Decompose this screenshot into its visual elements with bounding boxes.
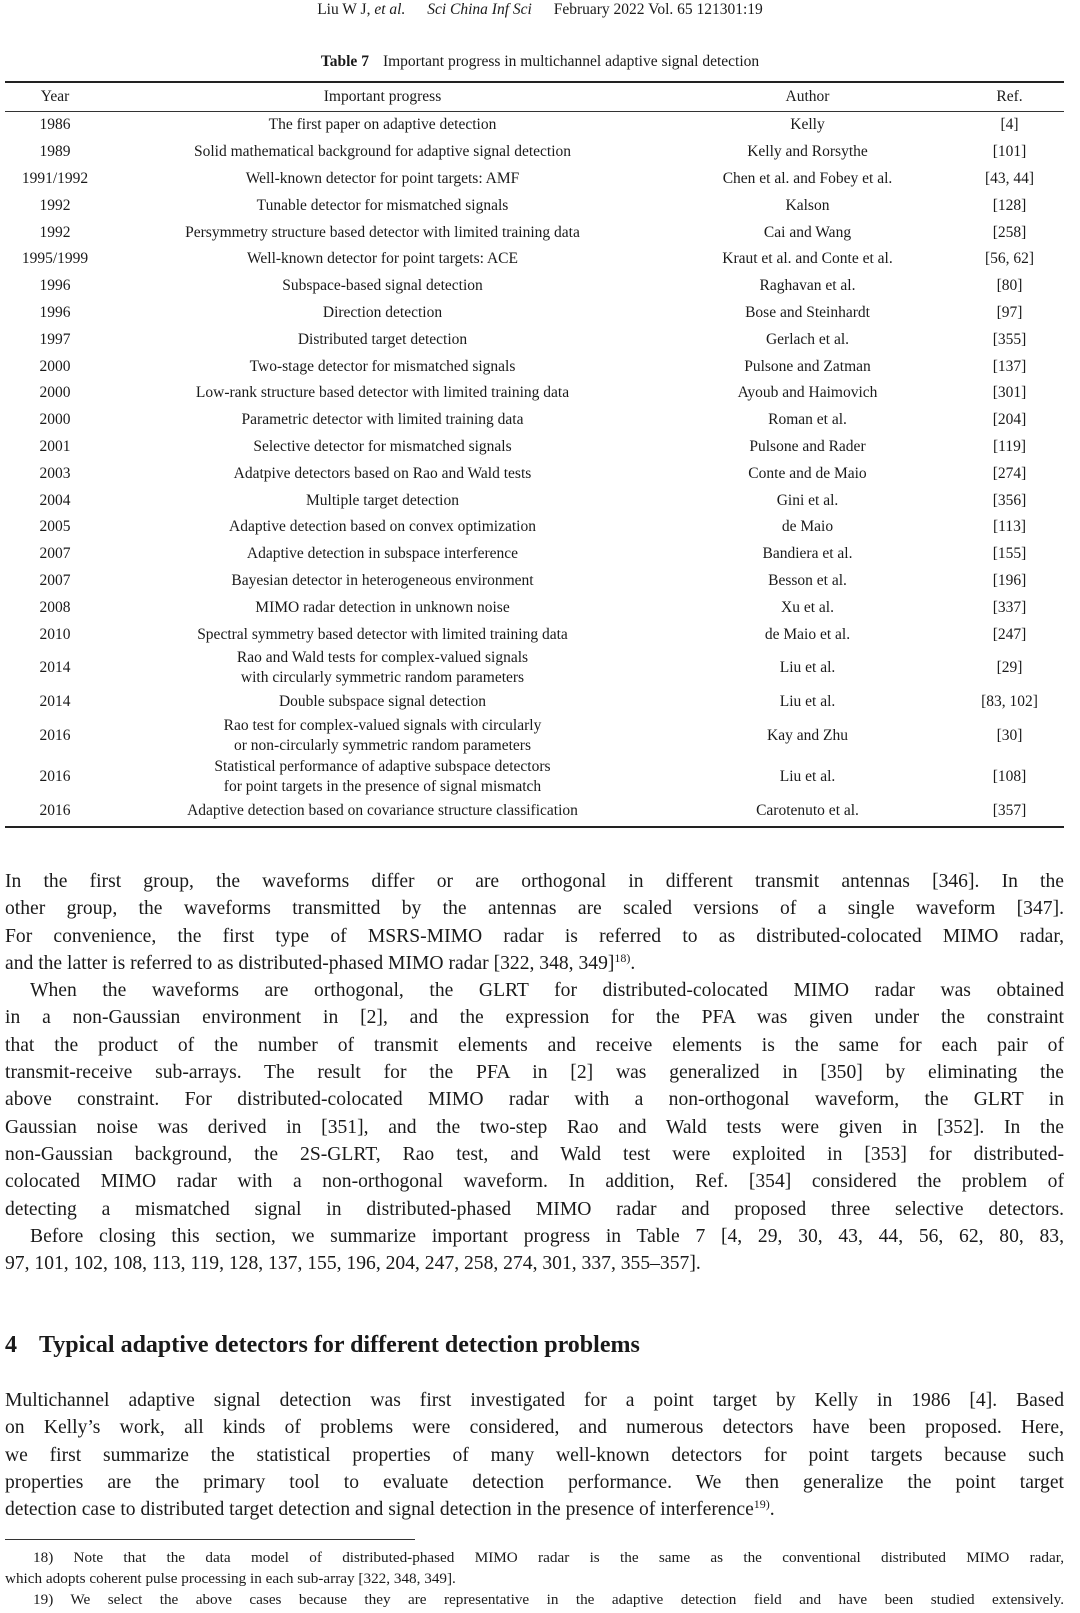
header-progress: Important progress (323, 88, 442, 105)
cell-progress (105, 170, 660, 188)
progress-line: Subspace-based signal detection (282, 277, 483, 295)
progress-line: The first paper on adaptive detection (268, 116, 497, 134)
cell-ref: [29] (996, 659, 1023, 677)
text-line (5, 1086, 1064, 1113)
progress-line: Rao test for complex-valued signals with circularly (223, 717, 542, 735)
progress-line: Distributed target detection (297, 330, 468, 348)
cell-ref: [355] (992, 330, 1027, 348)
line-text: In the first group, the waveforms differ or are orthogonal in different transmit antennas [346]. In the (5, 871, 1064, 892)
cell-author: Liu et al. (779, 659, 836, 677)
cell-progress (105, 143, 660, 161)
cell-year: 2000 (39, 411, 71, 429)
cell-year: 2014 (39, 659, 71, 677)
line-text: 19) We select the above cases because they are representative in the adaptive detection field and have been studied extensively. (33, 1590, 1064, 1608)
progress-line: Well-known detector for point targets: AMF (245, 169, 520, 187)
cell-author: Roman et al. (768, 411, 847, 429)
journal-name: Sci China Inf Sci (427, 1, 532, 18)
text-line (5, 1250, 1064, 1277)
cell-progress (105, 693, 660, 711)
line-text: properties are the primary tool to evaluate detection performance. We then generalize the point target (5, 1471, 1064, 1493)
line-text: in a non-Gaussian environment in [2], and the expression for the PFA was given under the constraint (5, 1007, 1064, 1029)
line-text: Multichannel adaptive signal detection was first investigated for a point target by Kelly in 1986 [4]. Based (5, 1390, 1064, 1411)
table-title: Important progress in multichannel adaptive signal detection (382, 53, 760, 70)
cell-ref: [101] (992, 143, 1027, 161)
cell-author: Xu et al. (781, 598, 834, 616)
footnotes (5, 1548, 1064, 1610)
cell-author: Pulsone and Rader (749, 437, 866, 455)
cell-year: 1986 (39, 116, 71, 134)
cell-ref: [128] (992, 196, 1027, 214)
text-line (5, 868, 1064, 895)
cell-progress (105, 384, 660, 402)
cell-ref: [113] (993, 518, 1026, 536)
progress-line: Low-rank structure based detector with limited training data (195, 384, 570, 402)
cell-progress (105, 438, 660, 456)
cell-author: Gerlach et al. (765, 330, 850, 348)
progress-line: Tunable detector for mismatched signals (256, 196, 509, 214)
cell-ref: [4] (1000, 116, 1019, 134)
footnote-rule (5, 1539, 415, 1540)
progress-line: Parametric detector with limited training data (241, 411, 524, 429)
running-head-authors (317, 1, 405, 18)
cell-progress (105, 358, 660, 376)
table-row (5, 460, 1064, 487)
cell-year: 1992 (39, 223, 71, 241)
progress-line: Adaptive detection in subspace interference (246, 545, 519, 563)
cell-year: 1991/1992 (21, 169, 89, 187)
text-line (5, 950, 1064, 977)
line-text: detection case to distributed target detection and signal detection in the presence of interference (5, 1499, 754, 1521)
line-text: When the waveforms are orthogonal, the GLRT for distributed-colocated MIMO radar was obtained (30, 980, 1064, 1002)
cell-progress (105, 277, 660, 295)
authors: Liu W J, (317, 1, 371, 18)
cell-year: 2014 (39, 693, 71, 711)
progress-table (5, 81, 1064, 828)
line-text: that the product of the number of transmit elements and receive elements is the same for each pair of (5, 1034, 1064, 1056)
text-line (5, 1469, 1064, 1496)
progress-line: Adaptive detection based on convex optimization (229, 518, 536, 536)
section-heading (5, 1332, 640, 1359)
table-row (5, 300, 1064, 327)
cell-progress (105, 331, 660, 349)
text-line (5, 1004, 1064, 1031)
table-row (5, 568, 1064, 595)
cell-progress (105, 197, 660, 215)
table-header-row (5, 83, 1064, 111)
line-text: we first summarize the statistical properties of many well-known detectors for point targets because such (5, 1444, 1064, 1466)
progress-line: Selective detector for mismatched signals (253, 437, 512, 455)
cell-author: Ayoub and Haimovich (737, 384, 878, 402)
table-row (5, 112, 1064, 139)
table-bottom-rule (5, 826, 1064, 828)
cell-progress (105, 716, 660, 756)
cell-ref: [43, 44] (984, 169, 1035, 187)
progress-line: Direction detection (322, 303, 443, 321)
line-text-end: . (630, 952, 636, 974)
table-row (5, 541, 1064, 568)
cell-author: Pulsone and Zatman (744, 357, 871, 375)
progress-line: MIMO radar detection in unknown noise (255, 598, 510, 616)
footnote-marker: 18) (614, 950, 631, 965)
cell-year: 2000 (39, 357, 71, 375)
progress-line: Statistical performance of adaptive subspace detectors (214, 758, 551, 776)
et-al: et al. (374, 1, 406, 18)
table-row (5, 192, 1064, 219)
table-caption (0, 53, 1080, 71)
cell-ref: [204] (992, 411, 1027, 429)
cell-ref: [108] (992, 768, 1027, 786)
progress-line: Well-known detector for point targets: ACE (247, 250, 518, 268)
section-number: 4 (5, 1332, 17, 1358)
cell-year: 2008 (39, 598, 71, 616)
cell-progress (105, 304, 660, 322)
cell-year: 1997 (39, 330, 71, 348)
cell-year: 2007 (39, 571, 71, 589)
progress-line: Rao and Wald tests for complex-valued signals (236, 649, 529, 667)
cell-year: 2001 (39, 437, 71, 455)
cell-author: Cai and Wang (763, 223, 852, 241)
cell-ref: [196] (992, 571, 1027, 589)
cell-progress (105, 465, 660, 483)
cell-year: 2010 (39, 625, 71, 643)
table-row (5, 326, 1064, 353)
table-row (5, 273, 1064, 300)
text-line (5, 1114, 1064, 1141)
cell-progress (105, 492, 660, 510)
cell-year: 2004 (39, 491, 71, 509)
cell-year: 2007 (39, 545, 71, 563)
cell-author: Raghavan et al. (759, 277, 856, 295)
progress-line: Adatpive detectors based on Rao and Wald tests (233, 464, 532, 482)
cell-year: 2016 (39, 727, 71, 745)
cell-author: Besson et al. (768, 571, 847, 589)
footnote-marker: 19) (753, 1497, 770, 1512)
header-ref: Ref. (996, 88, 1023, 105)
cell-author: Liu et al. (779, 693, 836, 711)
table-row (5, 621, 1064, 648)
text-line (5, 1168, 1064, 1195)
table-row (5, 434, 1064, 461)
cell-progress (105, 545, 660, 563)
table-row (5, 689, 1064, 716)
cell-ref: [56, 62] (984, 250, 1035, 268)
cell-ref: [274] (992, 464, 1027, 482)
line-text: on Kelly’s work, all kinds of problems were considered, and numerous detectors have been proposed. Here, (5, 1417, 1064, 1439)
text-line (5, 1141, 1064, 1168)
table-body (5, 112, 1064, 825)
table-row (5, 353, 1064, 380)
progress-line: Persymmetry structure based detector with limited training data (185, 223, 580, 241)
cell-ref: [155] (992, 545, 1027, 563)
issue-info: February 2022 Vol. 65 121301:19 (553, 1, 763, 18)
progress-line: Spectral symmetry based detector with limited training data (197, 625, 568, 643)
cell-author: Kraut et al. and Conte et al. (722, 250, 893, 268)
text-line (5, 1548, 1064, 1569)
progress-line: for point targets in the presence of signal mismatch (223, 778, 542, 796)
line-text: and the latter is referred to as distributed-phased MIMO radar [322, 348, 349] (5, 952, 615, 974)
cell-ref: [137] (992, 357, 1027, 375)
cell-year: 2000 (39, 384, 71, 402)
text-line (5, 1442, 1064, 1469)
line-text-end: . (769, 1499, 775, 1521)
cell-author: Kay and Zhu (767, 727, 848, 745)
table-row (5, 166, 1064, 193)
progress-line: Two-stage detector for mismatched signals (249, 357, 516, 375)
line-text: Gaussian noise was derived in [351], and the two-step Rao and Wald tests were given in [352]. In the (5, 1116, 1064, 1138)
cell-author: de Maio (781, 518, 834, 536)
text-line (5, 895, 1064, 922)
cell-progress (105, 599, 660, 617)
progress-line: Bayesian detector in heterogeneous environment (231, 571, 534, 589)
cell-ref: [80] (996, 277, 1023, 295)
progress-line: Adaptive detection based on covariance structure classification (187, 802, 578, 820)
cell-progress (105, 802, 660, 820)
progress-line: or non-circularly symmetric random parameters (234, 737, 531, 755)
line-text: 97, 101, 102, 108, 113, 119, 128, 137, 155, 196, 204, 247, 258, 274, 301, 337, 355–357]. (5, 1253, 701, 1275)
cell-ref: [119] (993, 437, 1026, 455)
cell-author: de Maio et al. (764, 625, 851, 643)
body-text-section-3 (5, 868, 1064, 1277)
cell-author: Conte and de Maio (748, 464, 867, 482)
cell-ref: [356] (992, 491, 1027, 509)
text-line (5, 1569, 1064, 1590)
line-text: colocated MIMO radar with a non-orthogonal waveform. In addition, Ref. [354] considered the problem of (5, 1171, 1064, 1193)
section-title: Typical adaptive detectors for different detection problems (39, 1332, 640, 1358)
cell-ref: [301] (992, 384, 1027, 402)
text-line (5, 923, 1064, 950)
cell-ref: [30] (996, 727, 1023, 745)
progress-line: with circularly symmetric random parameters (240, 669, 525, 687)
cell-author: Carotenuto et al. (756, 802, 859, 820)
line-text: transmit-receive sub-arrays. The result for the PFA in [2] was generalized in [350] by eliminating the (5, 1062, 1064, 1084)
table-row (5, 407, 1064, 434)
cell-ref: [83, 102] (981, 693, 1038, 711)
header-year: Year (40, 88, 70, 105)
text-line (5, 1196, 1064, 1223)
table-row (5, 246, 1064, 273)
cell-progress (105, 411, 660, 429)
cell-author: Chen et al. and Fobey et al. (722, 169, 893, 187)
table-row (5, 648, 1064, 689)
cell-year: 1996 (39, 277, 71, 295)
text-line (5, 1590, 1064, 1611)
text-line (5, 1032, 1064, 1059)
line-text: non-Gaussian background, the 2S-GLRT, Rao test, and Wald test were exploited in [353] for distributed- (5, 1143, 1064, 1165)
text-line (5, 1496, 1064, 1523)
table-label: Table 7 (320, 53, 369, 70)
table-row (5, 139, 1064, 166)
line-text: other group, the waveforms transmitted by the antennas are scaled versions of a single waveform [347]. (5, 898, 1064, 920)
table-row (5, 380, 1064, 407)
cell-author: Gini et al. (776, 491, 839, 509)
cell-ref: [97] (996, 303, 1023, 321)
line-text: For convenience, the first type of MSRS-MIMO radar is referred to as distributed-colocated MIMO radar, (5, 925, 1064, 947)
cell-year: 1992 (39, 196, 71, 214)
text-line (5, 1059, 1064, 1086)
progress-line: Multiple target detection (306, 491, 459, 509)
running-head (0, 0, 1080, 20)
cell-year: 1995/1999 (21, 250, 89, 268)
cell-progress (105, 648, 660, 688)
cell-author: Kalson (785, 196, 830, 214)
table-row (5, 219, 1064, 246)
cell-year: 1996 (39, 303, 71, 321)
table-row (5, 757, 1064, 798)
cell-progress (105, 518, 660, 536)
text-line (5, 1414, 1064, 1441)
cell-year: 2005 (39, 518, 71, 536)
text-line (5, 977, 1064, 1004)
cell-year: 2003 (39, 464, 71, 482)
table-row (5, 716, 1064, 757)
line-text: 18) Note that the data model of distributed-phased MIMO radar is the same as the conventional distributed MIMO radar, (33, 1549, 1064, 1566)
table-row (5, 594, 1064, 621)
cell-author: Bose and Steinhardt (745, 303, 870, 321)
line-text: above constraint. For distributed-colocated MIMO radar with a non-orthogonal waveform, the GLRT in (5, 1089, 1064, 1111)
cell-author: Kelly (790, 116, 825, 134)
cell-author: Bandiera et al. (762, 545, 853, 563)
text-line (5, 1387, 1064, 1414)
cell-progress (105, 757, 660, 797)
cell-progress (105, 572, 660, 590)
table-row (5, 487, 1064, 514)
progress-line: Solid mathematical background for adaptive signal detection (193, 143, 572, 161)
cell-progress (105, 224, 660, 242)
table-row (5, 514, 1064, 541)
line-text: detecting a mismatched signal in distributed-phased MIMO radar and proposed three selective detectors. (5, 1198, 1064, 1220)
line-text: which adopts coherent pulse processing in each sub-array [322, 348, 349]. (5, 1569, 456, 1587)
cell-year: 2016 (39, 768, 71, 786)
cell-progress (105, 116, 660, 134)
cell-ref: [258] (992, 223, 1027, 241)
table-row (5, 798, 1064, 825)
cell-progress (105, 626, 660, 644)
line-text: Before closing this section, we summarize important progress in Table 7 [4, 29, 30, 43, 44, 56, 62, 80, 83, (30, 1225, 1064, 1247)
cell-author: Liu et al. (779, 768, 836, 786)
cell-progress (105, 250, 660, 268)
body-text-section-4 (5, 1387, 1064, 1523)
cell-ref: [247] (992, 625, 1027, 643)
cell-author: Kelly and Rorsythe (747, 143, 868, 161)
header-author: Author (785, 88, 830, 105)
text-line (5, 1223, 1064, 1250)
cell-ref: [357] (992, 802, 1027, 820)
cell-year: 2016 (39, 802, 71, 820)
cell-year: 1989 (39, 143, 71, 161)
cell-ref: [337] (992, 598, 1027, 616)
progress-line: Double subspace signal detection (278, 693, 487, 711)
